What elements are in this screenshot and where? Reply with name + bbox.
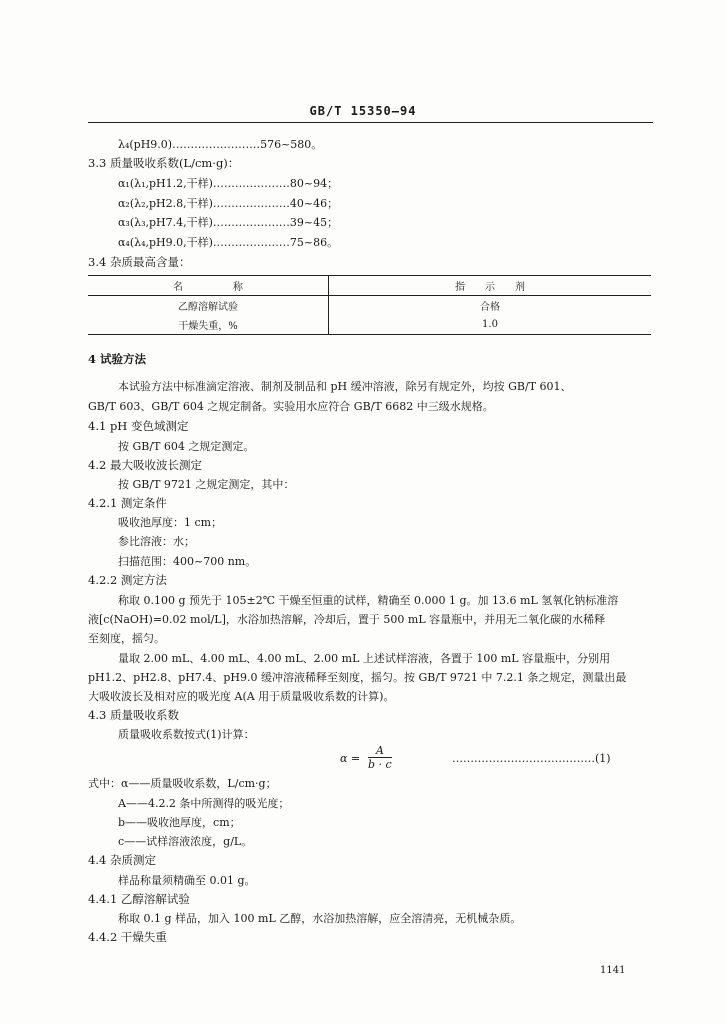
table-row — [88, 296, 651, 316]
section-4-2: 4.2 最大吸收波长测定 — [88, 458, 202, 472]
table-header-row — [88, 276, 651, 296]
section-4-4: 4.4 杂质测定 — [88, 853, 156, 867]
paragraph: 称取 0.100 g 预先于 105±2℃ 干燥至恒重的试样，精确至 0.000 1 g。加 13.6 mL 氢氧化钠标准溶 — [118, 594, 619, 607]
alpha-4: α₄(λ₄,pH9.0,干样)…………………75~86。 — [118, 236, 339, 249]
formula-lhs: α = — [340, 752, 361, 765]
where-line: b——吸收池厚度，cm； — [118, 816, 241, 829]
paragraph: 至刻度，摇匀。 — [88, 632, 165, 645]
section-4-4-2: 4.4.2 干燥失重 — [88, 930, 167, 944]
paragraph: 本试验方法中标准滴定溶液、制剂及制品和 pH 缓冲溶液，除另有规定外，均按 GB/T 601、 — [118, 380, 572, 393]
alpha-1: α₁(λ₁,pH1.2,干样)…………………80~94； — [118, 177, 339, 190]
formula-numerator: A — [368, 744, 392, 758]
section-3-4: 3.4 杂质最高含量： — [88, 255, 191, 269]
header-rule — [88, 122, 653, 123]
table-row — [88, 315, 651, 335]
table-header-name: 名 称 — [88, 276, 329, 296]
impurity-table — [88, 275, 651, 335]
formula-denominator: b · c — [368, 758, 392, 771]
section-4-3: 4.3 质量吸收系数 — [88, 708, 179, 722]
section-4-2-1: 4.2.1 测定条件 — [88, 496, 167, 510]
condition-line: 扫描范围：400~700 nm。 — [118, 555, 257, 568]
table-header-indicator: 指 示 剂 — [329, 276, 652, 296]
where-line: A——4.2.2 条中所测得的吸光度； — [118, 797, 290, 810]
where-line: 式中：α——质量吸收系数，L/cm·g； — [88, 777, 277, 790]
paragraph: 大吸收波长及相对应的吸光度 A(A 用于质量吸收系数的计算)。 — [88, 690, 395, 703]
equation-number: …………………………………(1) — [452, 752, 611, 765]
section-4-4-1: 4.4.1 乙醇溶解试验 — [88, 892, 190, 906]
paragraph: 质量吸收系数按式(1)计算： — [118, 728, 255, 741]
condition-line: 参比溶液：水； — [118, 535, 195, 548]
page-header: GB/T 15350—94 — [309, 104, 417, 118]
table-cell: 乙醇溶解试验 — [88, 296, 329, 316]
wavelength-line: λ₄(pH9.0)……………………576~580。 — [118, 138, 323, 151]
table-cell: 合格 — [480, 302, 500, 313]
paragraph: 量取 2.00 mL、4.00 mL、4.00 mL、2.00 mL 上述试样溶液，各置于 100 mL 容量瓶中，分别用 — [118, 652, 611, 665]
where-line: c——试样溶液浓度，g/L。 — [118, 835, 253, 848]
section-4-2-2: 4.2.2 测定方法 — [88, 573, 167, 587]
paragraph: 样品称量须精确至 0.01 g。 — [118, 874, 256, 887]
page-number: 1141 — [600, 965, 626, 976]
paragraph: 按 GB/T 604 之规定测定。 — [118, 440, 255, 453]
section-3-3: 3.3 质量吸收系数(L/cm·g)： — [88, 156, 240, 170]
alpha-2: α₂(λ₂,pH2.8,干样)…………………40~46； — [118, 197, 339, 210]
paragraph: 液[c(NaOH)=0.02 mol/L]，水浴加热溶解，冷却后，置于 500 mL 容量瓶中，并用无二氧化碳的水稀释 — [88, 613, 606, 626]
table-cell: 干燥失重，% — [88, 315, 329, 335]
paragraph: pH1.2、pH2.8、pH7.4、pH9.0 缓冲溶液稀释至刻度，摇匀。按 GB/T 9721 中 7.2.1 条之规定，测量出最 — [88, 671, 627, 684]
formula-fraction — [368, 744, 392, 771]
paragraph: GB/T 603、GB/T 604 之规定制备。实验用水应符合 GB/T 6682 中三级水规格。 — [88, 400, 494, 413]
section-4-1: 4.1 pH 变色域测定 — [88, 419, 189, 433]
section-4: 4 试验方法 — [88, 352, 147, 366]
table-cell: 1.0 — [329, 315, 652, 335]
paragraph: 称取 0.1 g 样品，加入 100 mL 乙醇，水浴加热溶解，应全溶清亮，无机械杂质。 — [118, 912, 522, 925]
condition-line: 吸收池厚度：1 cm； — [118, 516, 223, 529]
alpha-3: α₃(λ₃,pH7.4,干样)…………………39~45； — [118, 216, 339, 229]
paragraph: 按 GB/T 9721 之规定测定，其中： — [118, 478, 295, 491]
